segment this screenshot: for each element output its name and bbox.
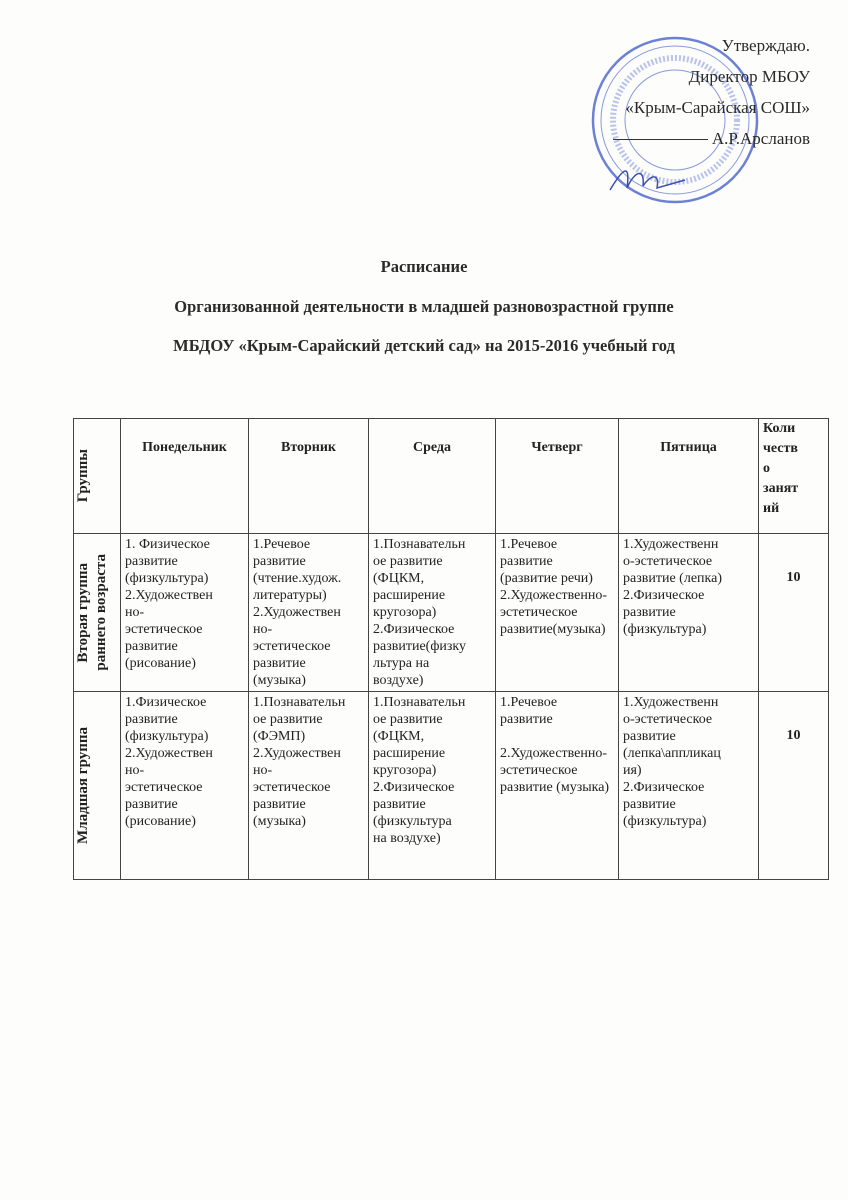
header-thursday: Четверг — [496, 419, 619, 534]
document-subtitle: Организованной деятельности в младшей разновозрастной группе — [174, 297, 674, 316]
approval-position: Директор МБОУ — [688, 67, 810, 86]
group-cell: Вторая группа раннего возраста — [74, 534, 121, 692]
header-friday: Пятница — [619, 419, 759, 534]
wednesday-cell: 1.Познавательн ое развитие (ФЦКМ, расширение кругозора) 2.Физическое развитие(физку льтура на воздухе) — [369, 534, 496, 692]
header-count: Коли честв о занят ий — [759, 419, 829, 534]
table-row — [74, 692, 829, 880]
friday-cell: 1.Художественн о-эстетическое развитие (лепка) 2.Физическое развитие (физкультура) — [619, 534, 759, 692]
signature-line — [613, 139, 708, 140]
approval-block — [613, 30, 810, 154]
header-monday: Понедельник — [121, 419, 249, 534]
thursday-cell: 1.Речевое развитие 2.Художественно- эстетическое развитие (музыка) — [496, 692, 619, 880]
count-cell: 10 — [759, 534, 829, 692]
monday-cell: 1. Физическое развитие (физкультура) 2.Художествен но- эстетическое развитие (рисование) — [121, 534, 249, 692]
group-cell: Младшая группа — [74, 692, 121, 880]
header-tuesday: Вторник — [249, 419, 369, 534]
signatory-name: А.Р.Арсланов — [711, 129, 810, 148]
monday-cell: 1.Физическое развитие (физкультура) 2.Художествен но- эстетическое развитие (рисование) — [121, 692, 249, 880]
tuesday-cell: 1.Речевое развитие (чтение.худож. литературы) 2.Художествен но- эстетическое развитие (музыка) — [249, 534, 369, 692]
document-subtitle-2: МБДОУ «Крым-Сарайский детский сад» на 2015-2016 учебный год — [173, 336, 675, 355]
header-groups: Группы — [74, 419, 121, 534]
header-wednesday: Среда — [369, 419, 496, 534]
table-header-row — [74, 419, 829, 534]
schedule-table — [73, 418, 829, 880]
friday-cell: 1.Художественн о-эстетическое развитие (лепка\аппликац ия) 2.Физическое развитие (физкультура) — [619, 692, 759, 880]
table-row — [74, 534, 829, 692]
wednesday-cell: 1.Познавательн ое развитие (ФЦКМ, расширение кругозора) 2.Физическое развитие (физкультура на воздухе) — [369, 692, 496, 880]
thursday-cell: 1.Речевое развитие (развитие речи) 2.Художественно- эстетическое развитие(музыка) — [496, 534, 619, 692]
document-title: Расписание — [380, 257, 468, 276]
tuesday-cell: 1.Познавательн ое развитие (ФЭМП) 2.Художествен но- эстетическое развитие (музыка) — [249, 692, 369, 880]
approval-heading: Утверждаю. — [721, 36, 810, 55]
approval-organization: «Крым-Сарайская СОШ» — [625, 98, 810, 117]
count-cell: 10 — [759, 692, 829, 880]
signature-icon — [605, 160, 695, 200]
